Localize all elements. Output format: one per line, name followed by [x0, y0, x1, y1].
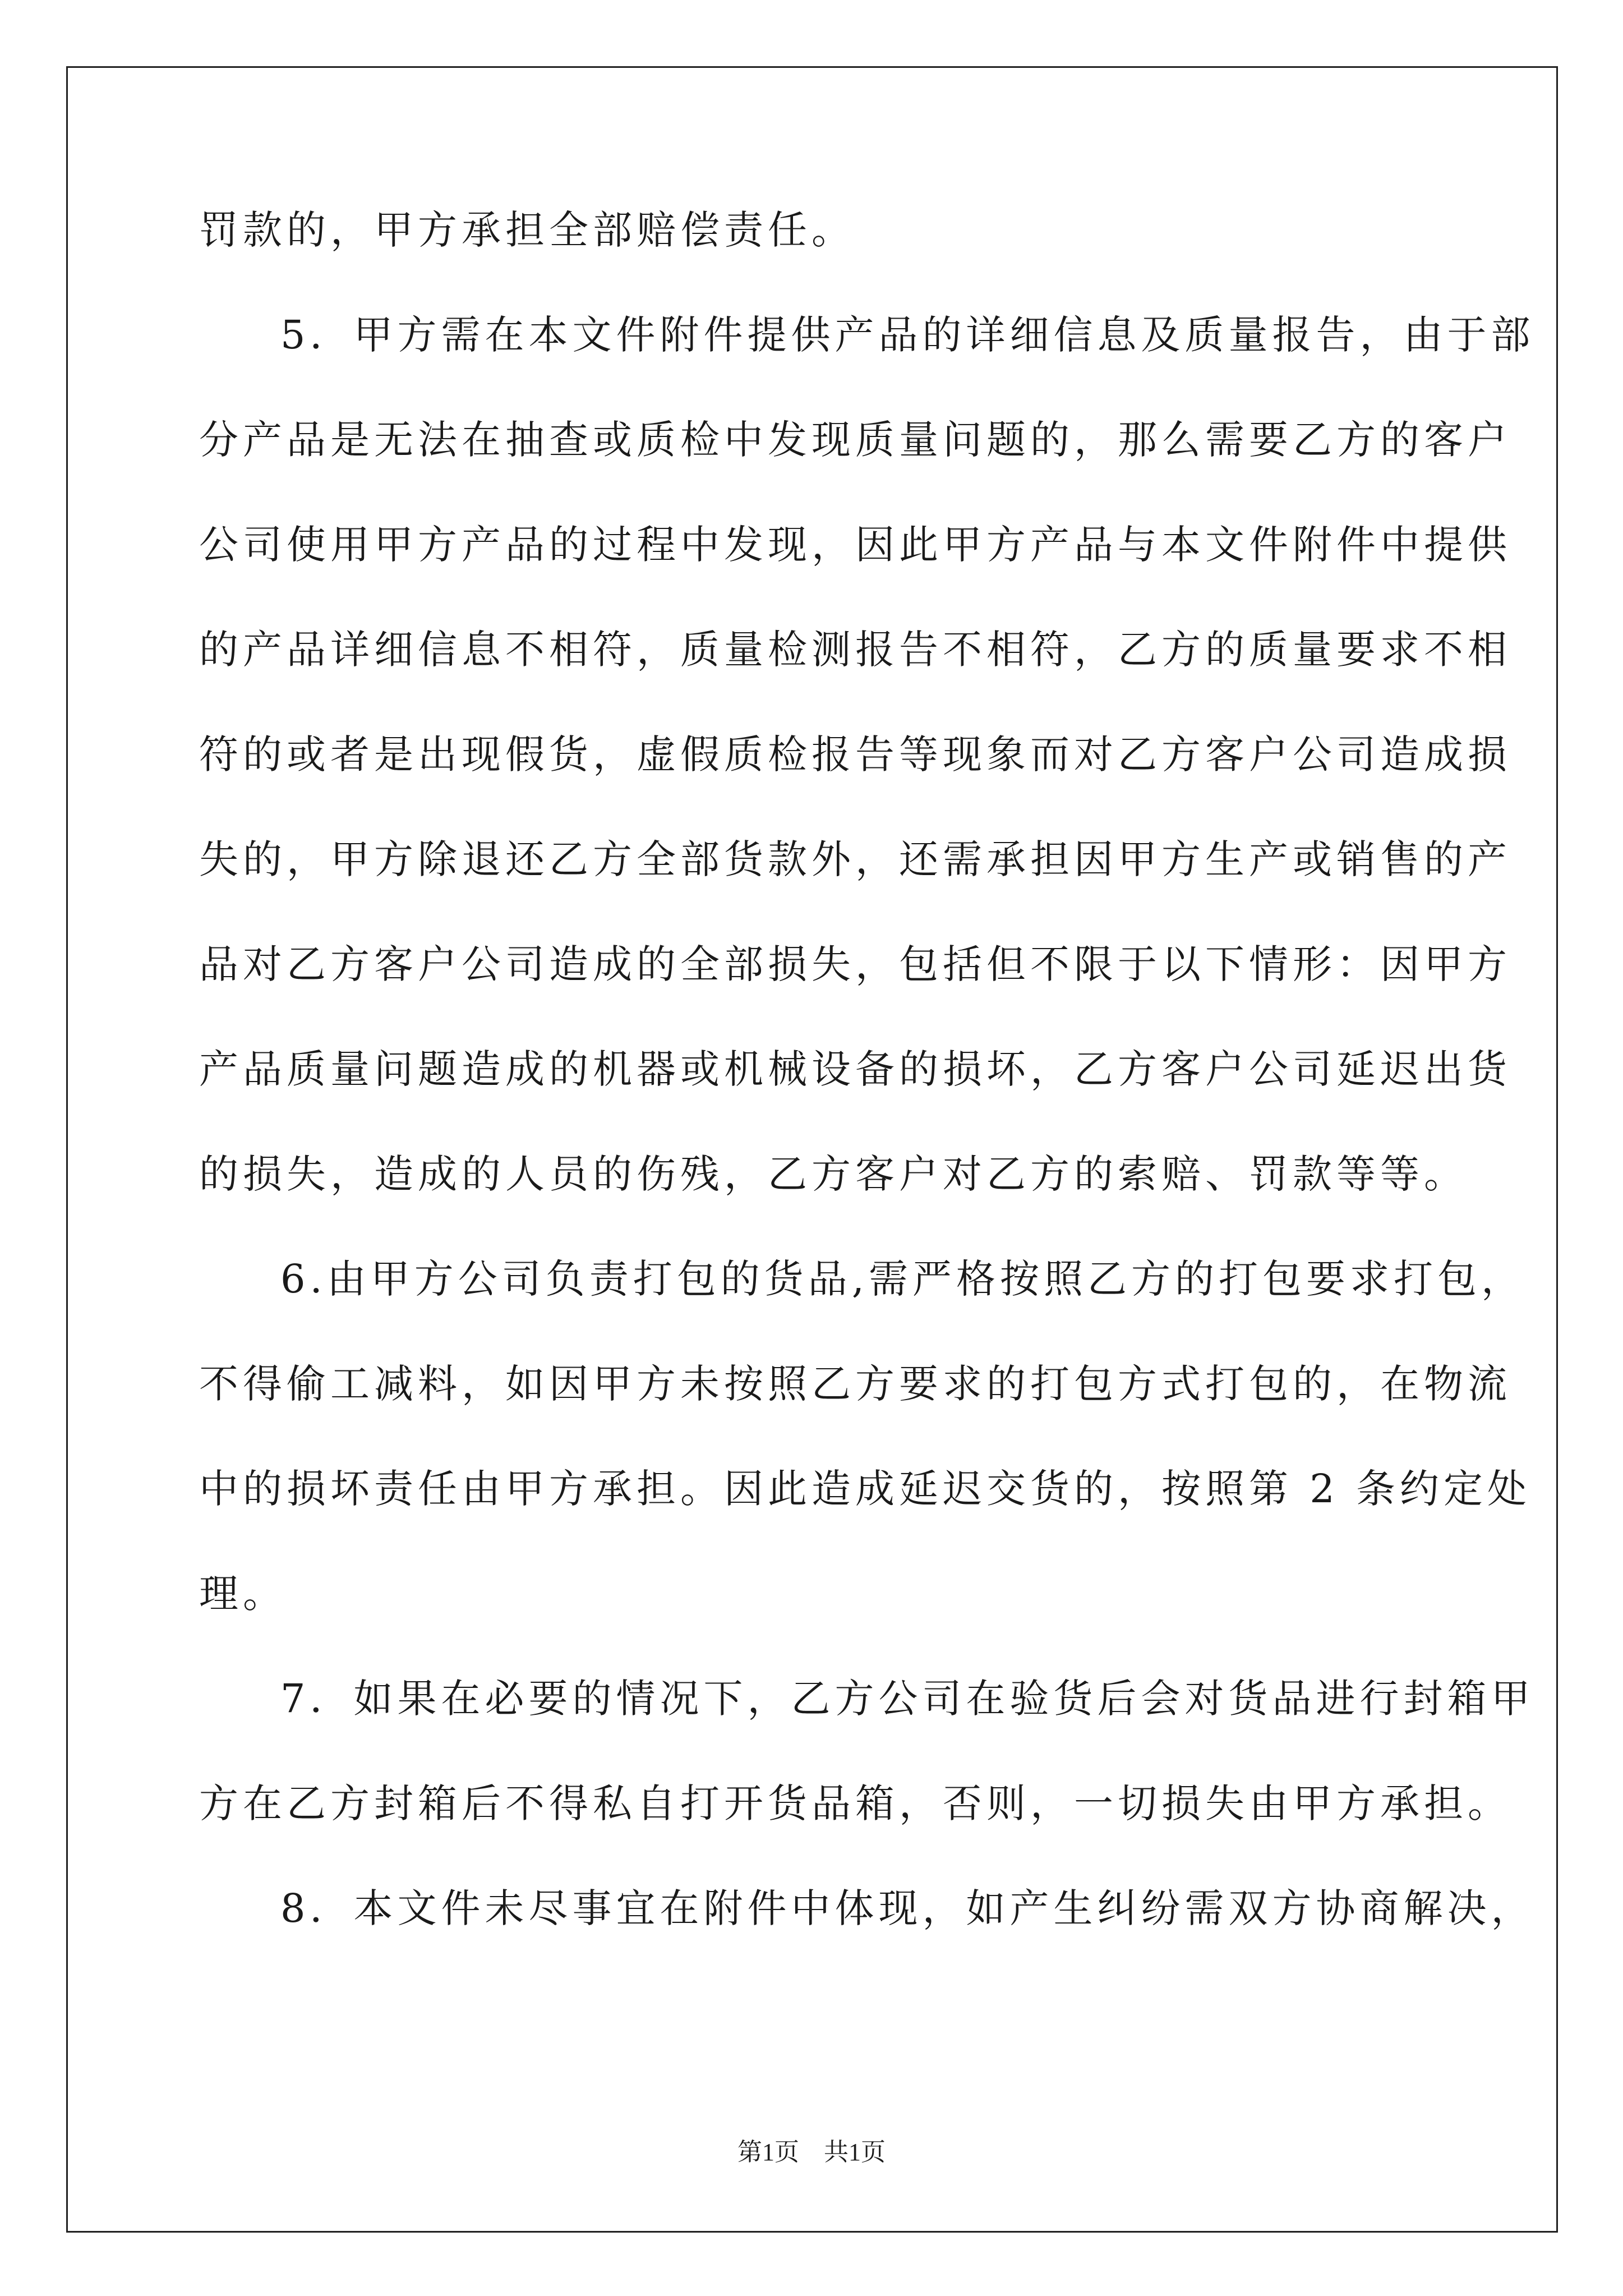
text-line: 产品质量问题造成的机器或机械设备的损坏，乙方客户公司延迟出货 — [199, 1046, 1511, 1092]
text-line: 罚款的，甲方承担全部赔偿责任。 — [199, 207, 855, 253]
text-line: 不得偷工减料，如因甲方未按照乙方要求的打包方式打包的，在物流 — [199, 1361, 1511, 1407]
text-line: 理。 — [199, 1571, 287, 1617]
paragraph-5-line: 5．甲方需在本文件附件提供产品的详细信息及质量报告，由于部 — [280, 312, 1535, 358]
text-line: 中的损坏责任由甲方承担。因此造成延迟交货的，按照第 2 条约定处 — [199, 1466, 1532, 1512]
text-line: 的产品详细信息不相符，质量检测报告不相符，乙方的质量要求不相 — [199, 627, 1511, 673]
text-line: 的损失，造成的人员的伤残，乙方客户对乙方的索赔、罚款等等。 — [199, 1151, 1468, 1197]
paragraph-8-line: 8．本文件未尽事宜在附件中体现，如产生纠纷需双方协商解决， — [280, 1885, 1535, 1931]
paragraph-6-line: 6.由甲方公司负责打包的货品,需严格按照乙方的打包要求打包， — [280, 1256, 1525, 1302]
page-number-footer: 第1页 共1页 — [737, 2138, 886, 2166]
text-line: 分产品是无法在抽查或质检中发现质量问题的，那么需要乙方的客户 — [199, 417, 1511, 463]
paragraph-7-line: 7．如果在必要的情况下，乙方公司在验货后会对货品进行封箱甲 — [280, 1676, 1535, 1722]
text-line: 公司使用甲方产品的过程中发现，因此甲方产品与本文件附件中提供 — [199, 522, 1511, 568]
text-line: 品对乙方客户公司造成的全部损失，包括但不限于以下情形：因甲方 — [199, 941, 1511, 987]
text-line: 方在乙方封箱后不得私自打开货品箱，否则，一切损失由甲方承担。 — [199, 1780, 1511, 1826]
text-line: 符的或者是出现假货，虚假质检报告等现象而对乙方客户公司造成损 — [199, 731, 1511, 777]
text-line: 失的，甲方除退还乙方全部货款外，还需承担因甲方生产或销售的产 — [199, 836, 1511, 882]
